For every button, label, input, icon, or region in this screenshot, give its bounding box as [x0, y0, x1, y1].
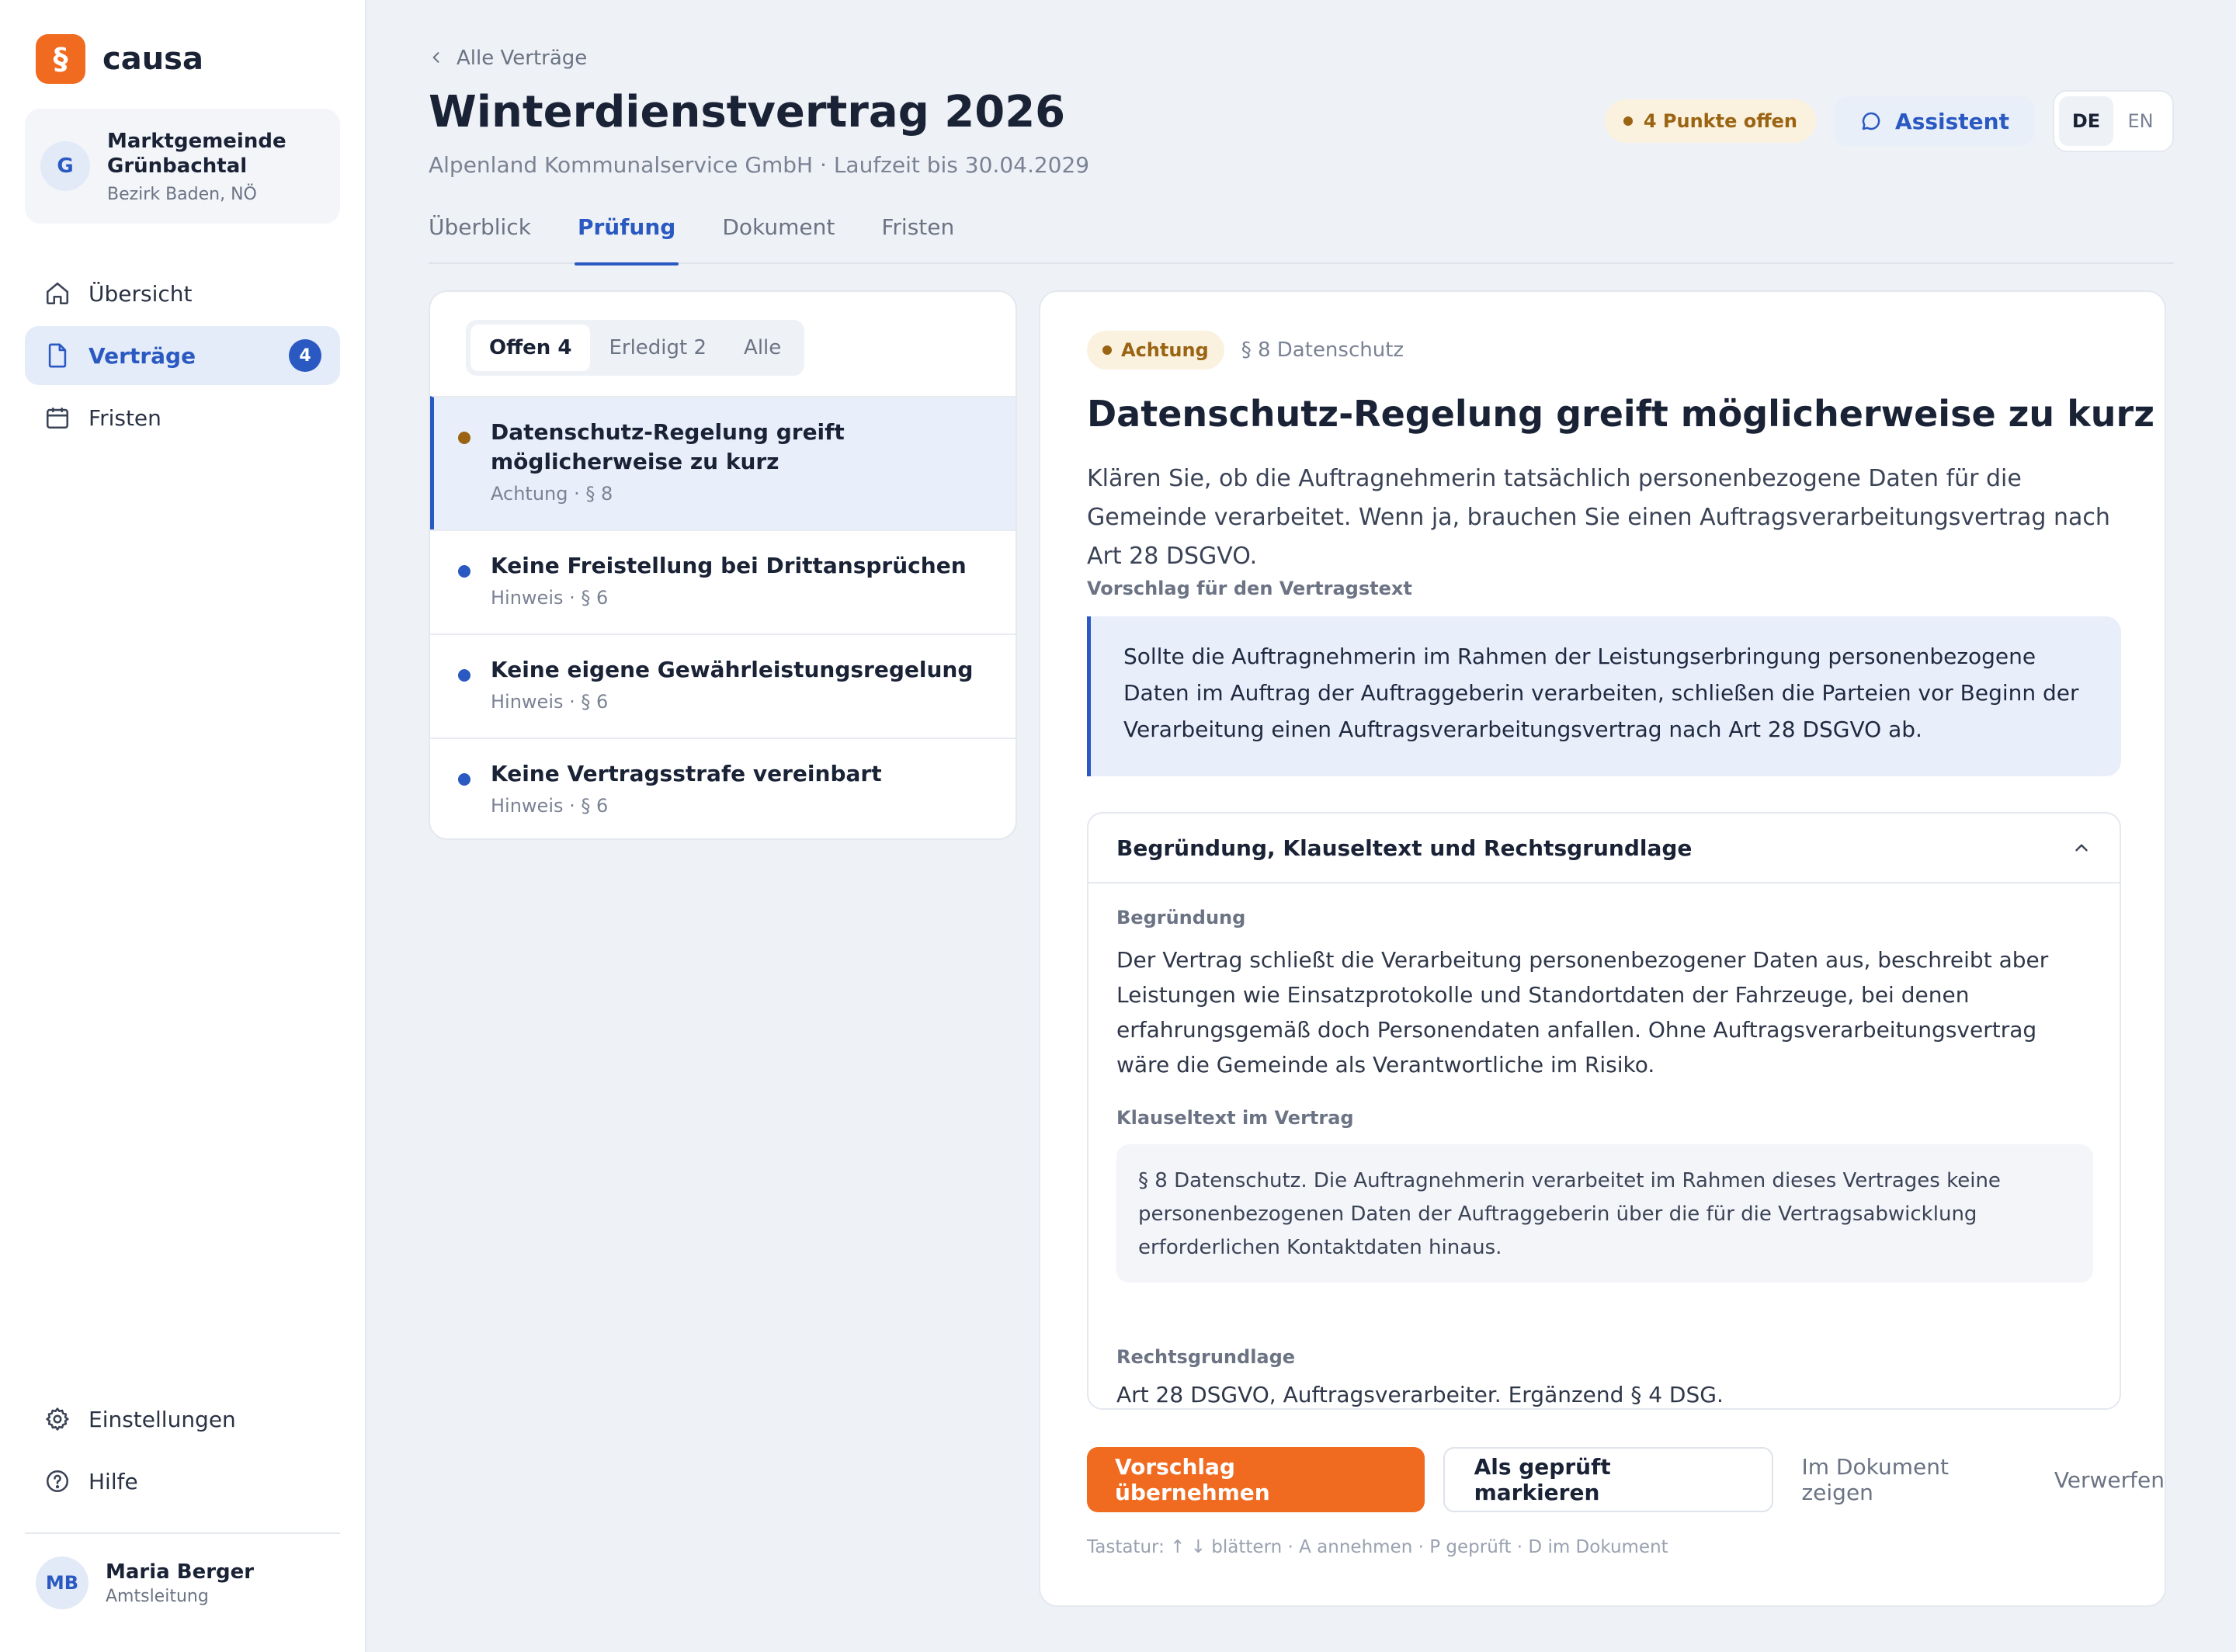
chevron-left-icon: [429, 45, 444, 71]
issue-item[interactable]: [430, 529, 1016, 633]
sidebar-item-label: Hilfe: [89, 1468, 138, 1494]
status-dot: [1623, 116, 1633, 126]
language-en-button[interactable]: EN: [2127, 110, 2154, 132]
filter-all-button[interactable]: Alle: [744, 336, 782, 359]
user-name: Maria Berger: [106, 1560, 255, 1584]
issue-title: Keine eigene Gewährleistungsregelung: [491, 657, 974, 682]
issue-filter: [466, 320, 804, 376]
header-actions: [1605, 90, 2174, 152]
clause-text: § 8 Datenschutz. Die Auftragnehmerin verarbeitet im Rahmen dieses Vertrages keine personenbezogenen Daten der Auftraggeberin über die für die Vertragsabwicklung erforderlichen Kontaktdaten hinaus.: [1116, 1144, 2093, 1282]
clause-label: Klauseltext im Vertrag: [1116, 1107, 1354, 1129]
legal-basis-text: Art 28 DSGVO, Auftragsverarbeiter. Ergänzend § 4 DSG.: [1116, 1382, 1724, 1407]
severity-dot: [458, 669, 470, 682]
status-dot: [1102, 345, 1112, 355]
paragraph-reference: § 8 Datenschutz: [1241, 338, 1404, 362]
app-name: causa: [102, 41, 203, 77]
avatar: MB: [36, 1557, 89, 1609]
detail-title: Datenschutz-Regelung greift möglicherweise zu kurz: [1087, 393, 2154, 435]
sidebar-item-label: Übersicht: [89, 280, 193, 307]
issue-item[interactable]: [430, 396, 1016, 529]
keyboard-hint: Tastatur: ↑ ↓ blättern · A annehmen · P geprüft · D im Dokument: [1087, 1537, 1668, 1557]
assistant-label: Assistent: [1895, 108, 2009, 134]
detail-description: Klären Sie, ob die Auftragnehmerin tatsächlich personenbezogene Daten für die Gemeinde verarbeitet. Wenn ja, brauchen Sie einen Auftragsverarbeitungsvertrag nach Art 28 DSGVO.: [1087, 465, 2110, 570]
user-role: Amtsleitung: [106, 1586, 209, 1606]
sidebar-item-vertraege[interactable]: [25, 326, 340, 385]
accordion-title: Begründung, Klauseltext und Rechtsgrundlage: [1116, 835, 1693, 861]
calendar-icon: [43, 404, 71, 432]
issue-title: Keine Vertragsstrafe vereinbart: [491, 761, 882, 786]
legal-basis-label: Rechtsgrundlage: [1116, 1346, 1296, 1368]
accordion-header[interactable]: [1088, 814, 2120, 883]
reason-text: Der Vertrag schließt die Verarbeitung personenbezogener Daten aus, beschreibt aber Leistungen wie Einsatzprotokolle und Standortdaten der Fahrzeuge, bei denen erfahrungsgemäß doch Personendaten anfallen. Ohne Auftragsverarbeitungsvertrag wäre die Gemeinde als Verantwortliche im Risiko.: [1116, 947, 2049, 1078]
severity-dot: [458, 432, 470, 444]
org-card[interactable]: [25, 109, 340, 224]
page-subtitle: Alpenland Kommunalservice GmbH · Laufzeit bis 30.04.2029: [429, 152, 1090, 178]
detail-tags: [1087, 331, 1404, 370]
reason-label: Begründung: [1116, 907, 1246, 928]
sidebar-item-fristen[interactable]: [25, 388, 340, 447]
language-de-button[interactable]: DE: [2059, 96, 2113, 146]
severity-dot: [458, 565, 470, 578]
tab-pruefung[interactable]: Prüfung: [578, 208, 675, 264]
sidebar: [0, 0, 366, 1652]
page-title: Winterdienstvertrag 2026: [429, 87, 1066, 137]
severity-badge: [1087, 331, 1224, 370]
sidebar-item-hilfe[interactable]: [25, 1452, 340, 1511]
discard-link[interactable]: Verwerfen: [2054, 1466, 2165, 1493]
gear-icon: [43, 1405, 71, 1433]
issue-meta: Hinweis · § 6: [491, 691, 609, 713]
suggestion-label: Vorschlag für den Vertragstext: [1087, 578, 1412, 599]
sidebar-item-uebersicht[interactable]: [25, 264, 340, 323]
severity-label: Achtung: [1121, 339, 1209, 361]
issues-panel: [429, 290, 1017, 840]
open-points-label: 4 Punkte offen: [1643, 110, 1798, 132]
tab-fristen[interactable]: Fristen: [881, 214, 955, 240]
org-district: Bezirk Baden, NÖ: [107, 184, 257, 204]
help-icon: [43, 1467, 71, 1495]
issue-meta: Hinweis · § 6: [491, 587, 609, 609]
back-link-label: Alle Verträge: [457, 46, 588, 70]
assistant-button[interactable]: [1835, 96, 2034, 146]
filter-open-button[interactable]: Offen 4: [470, 324, 590, 371]
mark-checked-button[interactable]: Als geprüft markieren: [1443, 1447, 1774, 1512]
sidebar-item-einstellungen[interactable]: [25, 1390, 340, 1449]
logo[interactable]: [36, 31, 340, 87]
issue-meta: Achtung · § 8: [491, 483, 613, 505]
filter-done-button[interactable]: Erledigt 2: [609, 336, 707, 359]
issue-title: Datenschutz-Regelung greift möglicherweise zu kurz: [491, 419, 845, 474]
severity-dot: [458, 773, 470, 786]
user-profile[interactable]: [25, 1532, 340, 1626]
tab-ueberblick[interactable]: Überblick: [429, 214, 531, 240]
issue-item[interactable]: [430, 633, 1016, 738]
language-switch: [2053, 90, 2174, 152]
open-points-badge: [1605, 99, 1816, 143]
chat-bubble-icon: [1859, 109, 1883, 133]
action-bar: [1087, 1447, 2165, 1512]
sidebar-item-label: Verträge: [89, 342, 196, 369]
sidebar-item-label: Einstellungen: [89, 1406, 236, 1432]
sidebar-bottom-nav: [25, 1390, 340, 1514]
issue-detail-panel: [1039, 290, 2166, 1607]
tab-dokument[interactable]: Dokument: [722, 214, 835, 240]
sidebar-nav: [25, 264, 340, 447]
sidebar-item-label: Fristen: [89, 404, 161, 431]
accept-suggestion-button[interactable]: Vorschlag übernehmen: [1087, 1447, 1425, 1512]
tab-bar: [429, 208, 2174, 264]
home-icon: [43, 279, 71, 307]
issue-meta: Hinweis · § 6: [491, 795, 609, 817]
issue-title: Keine Freistellung bei Drittansprüchen: [491, 553, 967, 578]
logo-mark: §: [36, 34, 85, 84]
org-avatar: G: [40, 141, 90, 191]
back-link[interactable]: [429, 45, 587, 71]
suggestion-text: Sollte die Auftragnehmerin im Rahmen der Leistungserbringung personenbezogene Daten im Auftrag der Auftraggeberin verarbeiten, schließen die Parteien vor Beginn der Verarbeitung einen Auftragsverarbeitungsvertrag nach Art 28 DSGVO ab.: [1087, 616, 2121, 776]
details-accordion: [1087, 812, 2121, 1410]
show-in-document-link[interactable]: Im Dokument zeigen: [1801, 1454, 1949, 1505]
main-content: [366, 0, 2236, 1652]
document-icon: [43, 342, 71, 370]
org-name: Marktgemeinde Grünbachtal: [107, 129, 286, 178]
chevron-up-icon: [2071, 838, 2092, 858]
count-badge: 4: [289, 339, 321, 372]
issue-item[interactable]: [430, 738, 1016, 840]
